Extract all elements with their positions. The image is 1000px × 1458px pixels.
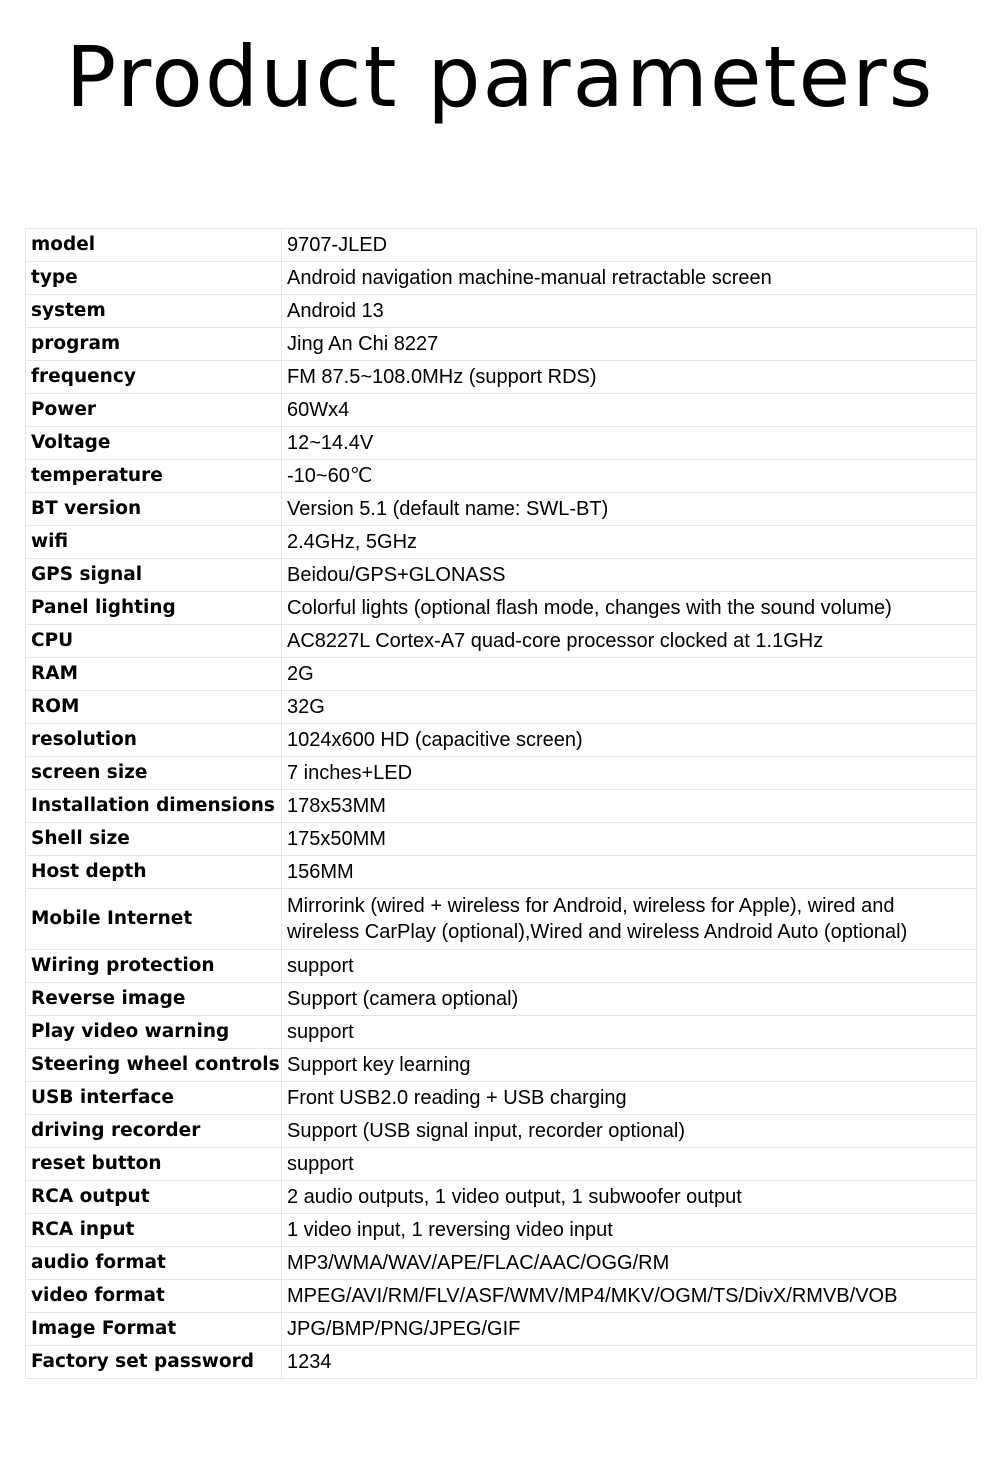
param-value: Beidou/GPS+GLONASS [282,559,977,592]
param-value: MPEG/AVI/RM/FLV/ASF/WMV/MP4/MKV/OGM/TS/DivX/RMVB/VOB [282,1280,977,1313]
param-value: 175x50MM [282,823,977,856]
param-value: Mirrorink (wired + wireless for Android, wireless for Apple), wired and wireless CarPlay (optional),Wired and wireless Android Auto (optional) [282,889,977,950]
param-value: 60Wx4 [282,394,977,427]
param-label: Wiring protection [26,950,282,983]
table-row [26,229,977,262]
table-row [26,1082,977,1115]
param-value: Front USB2.0 reading + USB charging [282,1082,977,1115]
param-value: Support key learning [282,1049,977,1082]
param-value: JPG/BMP/PNG/JPEG/GIF [282,1313,977,1346]
param-value: Version 5.1 (default name: SWL-BT) [282,493,977,526]
table-row [26,1016,977,1049]
param-label: resolution [26,724,282,757]
param-value: MP3/WMA/WAV/APE/FLAC/AAC/OGG/RM [282,1247,977,1280]
table-row [26,460,977,493]
param-value: 1 video input, 1 reversing video input [282,1214,977,1247]
page-title: Product parameters [65,28,935,126]
param-label: wifi [26,526,282,559]
param-label: Reverse image [26,983,282,1016]
param-label: GPS signal [26,559,282,592]
param-label: BT version [26,493,282,526]
table-row [26,1346,977,1379]
param-label: RCA output [26,1181,282,1214]
table-row [26,757,977,790]
param-value: 1024x600 HD (capacitive screen) [282,724,977,757]
param-label: RAM [26,658,282,691]
param-value: 7 inches+LED [282,757,977,790]
param-label: ROM [26,691,282,724]
param-label: audio format [26,1247,282,1280]
param-value: Support (USB signal input, recorder optional) [282,1115,977,1148]
table-row [26,262,977,295]
table-row [26,295,977,328]
param-label: Voltage [26,427,282,460]
param-value: Android navigation machine-manual retractable screen [282,262,977,295]
param-label: Image Format [26,1313,282,1346]
param-value: Android 13 [282,295,977,328]
table-row [26,427,977,460]
table-row [26,1181,977,1214]
param-value: 12~14.4V [282,427,977,460]
param-value: Colorful lights (optional flash mode, changes with the sound volume) [282,592,977,625]
param-label: USB interface [26,1082,282,1115]
param-value: support [282,950,977,983]
table-row [26,724,977,757]
param-label: type [26,262,282,295]
table-row [26,950,977,983]
param-value: support [282,1016,977,1049]
param-label: Mobile Internet [26,889,282,950]
table-row [26,658,977,691]
spec-table [25,228,977,1379]
table-row [26,790,977,823]
param-value: AC8227L Cortex-A7 quad-core processor clocked at 1.1GHz [282,625,977,658]
table-row [26,1049,977,1082]
param-label: Power [26,394,282,427]
param-value: 1234 [282,1346,977,1379]
param-value: 2 audio outputs, 1 video output, 1 subwoofer output [282,1181,977,1214]
table-row [26,983,977,1016]
spec-table-body [26,229,977,1379]
param-label: Shell size [26,823,282,856]
table-row [26,592,977,625]
param-value: Support (camera optional) [282,983,977,1016]
param-label: frequency [26,361,282,394]
param-label: CPU [26,625,282,658]
param-value: 32G [282,691,977,724]
table-row [26,526,977,559]
table-row [26,328,977,361]
param-label: program [26,328,282,361]
table-row [26,493,977,526]
param-label: Panel lighting [26,592,282,625]
param-label: model [26,229,282,262]
param-value: 2.4GHz, 5GHz [282,526,977,559]
param-label: Host depth [26,856,282,889]
param-value: Jing An Chi 8227 [282,328,977,361]
param-value: 156MM [282,856,977,889]
table-row [26,625,977,658]
param-value: -10~60℃ [282,460,977,493]
table-row [26,1247,977,1280]
param-label: system [26,295,282,328]
table-row [26,1214,977,1247]
table-row [26,889,977,950]
param-label: video format [26,1280,282,1313]
table-row [26,1148,977,1181]
table-row [26,856,977,889]
table-row [26,361,977,394]
param-label: Installation dimensions [26,790,282,823]
table-row [26,394,977,427]
param-label: reset button [26,1148,282,1181]
param-label: Play video warning [26,1016,282,1049]
table-row [26,1280,977,1313]
param-label: RCA input [26,1214,282,1247]
table-row [26,1313,977,1346]
table-row [26,823,977,856]
param-value: FM 87.5~108.0MHz (support RDS) [282,361,977,394]
param-label: Steering wheel controls [26,1049,282,1082]
param-value: 178x53MM [282,790,977,823]
param-label: screen size [26,757,282,790]
table-row [26,1115,977,1148]
param-label: temperature [26,460,282,493]
param-label: driving recorder [26,1115,282,1148]
table-row [26,691,977,724]
param-value: 2G [282,658,977,691]
table-row [26,559,977,592]
param-value: 9707-JLED [282,229,977,262]
param-value: support [282,1148,977,1181]
param-label: Factory set password [26,1346,282,1379]
